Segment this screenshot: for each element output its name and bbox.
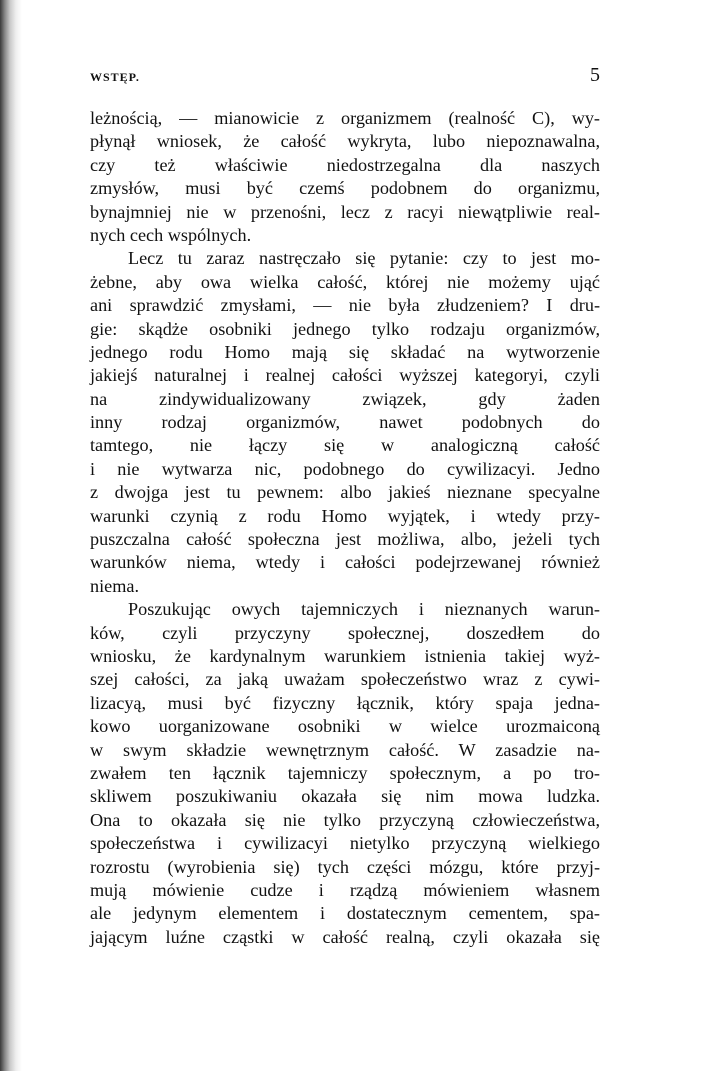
text-line: leżnością, — mianowicie z organizmem (realność C), wy-: [90, 108, 600, 128]
text-line: skliwem poszukiwaniu okazała się nim mowa ludzka.: [90, 786, 600, 807]
text-line: inny rodzaj organizmów, nawet podobnych do: [90, 412, 600, 433]
text-line: nych cech wspólnych.: [90, 224, 252, 245]
text-line: ani sprawdzić zmysłami, — nie była złudzeniem? I dru-: [90, 295, 600, 316]
body-text: [90, 107, 600, 949]
text-line: rozrostu (wyrobienia się) tych części mózgu, które przyj-: [90, 856, 600, 877]
text-line: kowo uorganizowane osobniki w wielce urozmaiconą: [90, 716, 600, 737]
text-line: tamtego, nie łączy się w analogiczną całość: [90, 435, 600, 456]
text-line: puszczalna całość społeczna jest możliwa, albo, jeżeli tych: [90, 529, 600, 550]
text-line: Lecz tu zaraz nastręczało się pytanie: czy to jest mo-: [128, 248, 600, 269]
text-line: mują mówienie cudze i rządzą mówieniem własnem: [90, 879, 600, 900]
text-line: jakiejś naturalnej i realnej całości wyższej kategoryi, czyli: [90, 365, 600, 386]
text-line: i nie wytwarza nic, podobnego do cywilizacyi. Jedno: [90, 458, 600, 479]
text-line: w swym składzie wewnętrznym całość. W zasadzie na-: [90, 739, 600, 760]
text-line: Poszukując owych tajemniczych i nieznanych warun-: [128, 599, 600, 620]
text-line: na zindywidualizowany związek, gdy żaden: [90, 388, 600, 409]
book-binding-shadow: [0, 0, 22, 1071]
text-line: warunków niema, wtedy i całości podejrzewanej również: [90, 552, 600, 573]
text-line: z dwojga jest tu pewnem: albo jakieś nieznane specyalne: [90, 482, 600, 503]
text-line: ków, czyli przyczyny społecznej, doszedłem do: [90, 622, 600, 643]
text-line: warunki czynią z rodu Homo wyjątek, i wtedy przy-: [90, 505, 600, 526]
text-line: żebne, aby owa wielka całość, której nie możemy ująć: [90, 271, 600, 292]
running-head: WSTĘP.: [90, 70, 140, 84]
text-line: płynął wniosek, że całość wykryta, lubo niepoznawalna,: [90, 131, 600, 152]
text-line: ale jedynym elementem i dostatecznym cementem, spa-: [90, 903, 600, 924]
text-line: gie: skądże osobniki jednego tylko rodzaju organizmów,: [90, 318, 600, 339]
text-line: wniosku, że kardynalnym warunkiem istnienia takiej wyż-: [90, 645, 600, 666]
text-line: jającym luźne cząstki w całość realną, czyli okazała się: [90, 926, 600, 947]
text-line: czy też właściwie niedostrzegalna dla naszych: [90, 154, 600, 175]
text-line: lizacyą, musi być fizyczny łącznik, który spaja jedna-: [90, 692, 600, 713]
page-header: [90, 64, 600, 88]
text-line: społeczeństwa i cywilizacyi nietylko przyczyną wielkiego: [90, 833, 600, 854]
text-line: bynajmniej nie w przenośni, lecz z racyi niewątpliwie real-: [90, 201, 600, 222]
text-line: zmysłów, musi być czemś podobnem do organizmu,: [90, 178, 600, 199]
text-line: Ona to okazała się nie tylko przyczyną człowieczeństwa,: [90, 809, 600, 830]
text-line: szej całości, za jaką uważam społeczeństwo wraz z cywi-: [90, 669, 600, 690]
text-line: niema.: [90, 575, 139, 596]
text-line: jednego rodu Homo mają się składać na wytworzenie: [90, 341, 600, 362]
text-line: zwałem ten łącznik tajemniczy społecznym, a po tro-: [90, 762, 600, 783]
page-number: 5: [590, 64, 600, 86]
